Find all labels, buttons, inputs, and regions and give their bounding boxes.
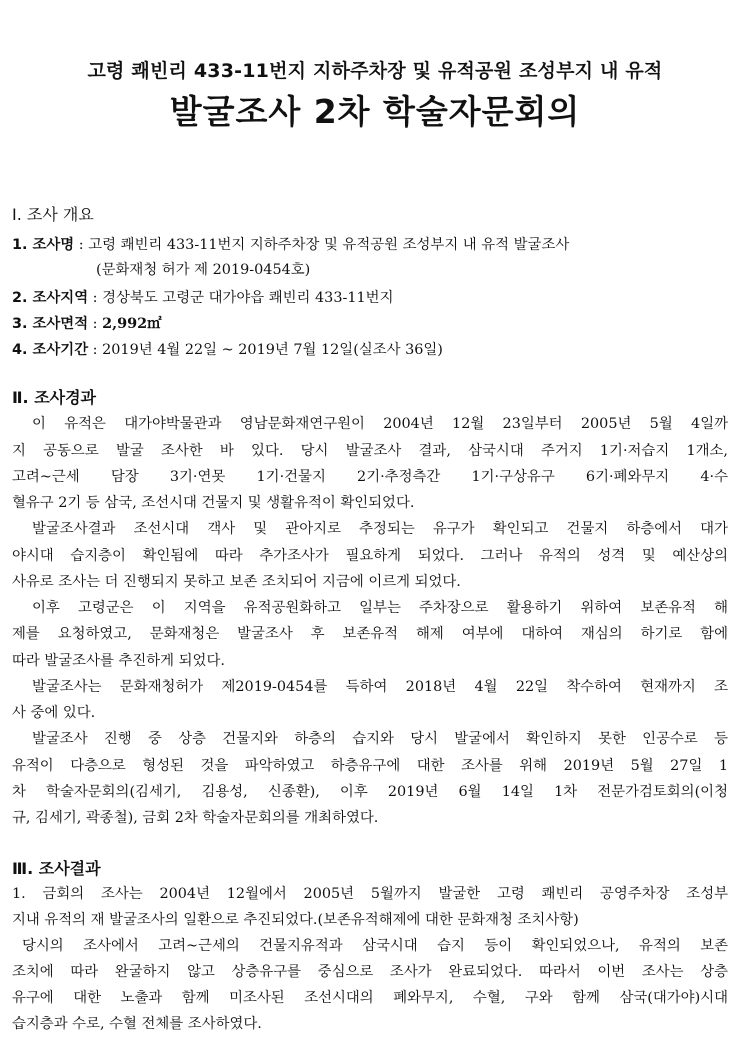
paragraph-line: 혈유구 2기 등 삼국, 조선시대 건물지 및 생활유적이 확인되었다. bbox=[12, 495, 415, 511]
paragraph-line: 유구에 대한 노출과 함께 미조사된 조선시대의 폐와무지, 수혈, 구와 함께 삼국(대가야)시대 bbox=[12, 990, 728, 1006]
item-value: 경상북도 고령군 대가야읍 쾌빈리 433-11번지 bbox=[102, 290, 394, 306]
item-value: 2019년 4월 22일 ~ 2019년 7월 12일(실조사 36일) bbox=[102, 342, 443, 358]
item-value: 2,992㎡ bbox=[102, 315, 162, 332]
paragraph-line: 당시의 조사에서 고려~근세의 건물지유적과 삼국시대 습지 등이 확인되었으나, 유적의 보존 bbox=[22, 938, 728, 954]
item-value-permit: (문화재청 허가 제 2019-0454호) bbox=[96, 262, 311, 278]
section-heading-overview: Ⅰ. 조사 개요 bbox=[12, 205, 94, 224]
item-value: 고령 쾌빈리 433-11번지 지하주차장 및 유적공원 조성부지 내 유적 발굴조사 bbox=[88, 237, 570, 253]
paragraph-line: 발굴조사는 문화재청허가 제2019-0454를 득하여 2018년 4월 22일 착수하여 현재까지 조 bbox=[32, 679, 728, 695]
paragraph-line: 1. 금회의 조사는 2004년 12월에서 2005년 5월까지 발굴한 고령 쾌빈리 공영주차장 조성부 bbox=[12, 886, 728, 902]
paragraph-line: 지내 유적의 재 발굴조사의 일환으로 추진되었다.(보존유적해제에 대한 문화재청 조치사항) bbox=[12, 912, 579, 928]
item-separator: : bbox=[74, 237, 89, 253]
item-separator: : bbox=[88, 342, 103, 358]
paragraph-line: 유적이 다층으로 형성된 것을 파악하였고 하층유구에 대한 조사를 위해 2019년 5월 27일 1 bbox=[12, 758, 728, 774]
item-label: 3. 조사면적 bbox=[12, 316, 89, 332]
document-subtitle: 고령 쾌빈리 433-11번지 지하주차장 및 유적공원 조성부지 내 유적 bbox=[87, 60, 663, 82]
paragraph-line: 이후 고령군은 이 지역을 유적공원화하고 일부는 주차장으로 활용하기 위하여 보존유적 해 bbox=[32, 600, 728, 616]
paragraph-line: 고려~근세 담장 3기·연못 1기·건물지 2기·추정측간 1기·구상유구 6기·폐와무지 4·수 bbox=[12, 469, 728, 485]
paragraph-line: 발굴조사 진행 중 상층 건물지와 하층의 습지와 당시 발굴에서 확인하지 못한 인공수로 등 bbox=[32, 731, 728, 747]
paragraph-line: 발굴조사결과 조선시대 객사 및 관아지로 추정되는 유구가 확인되고 건물지 하층에서 대가 bbox=[32, 521, 728, 537]
item-label: 2. 조사지역 bbox=[12, 290, 89, 306]
paragraph-line: 따라 발굴조사를 추진하게 되었다. bbox=[12, 653, 225, 669]
item-label: 1. 조사명 bbox=[12, 237, 75, 253]
overview-item-period bbox=[12, 338, 443, 359]
paragraph-line: 조치에 따라 완굴하지 않고 상층유구를 중심으로 조사가 완료되었다. 따라서 이번 조사는 상층 bbox=[12, 964, 728, 980]
item-separator: : bbox=[88, 316, 103, 332]
paragraph-line: 사유로 조사는 더 진행되지 못하고 보존 조치되어 지금에 이르게 되었다. bbox=[12, 574, 461, 590]
overview-item-area bbox=[12, 312, 162, 333]
paragraph-line: 규, 김세기, 곽종철), 금회 2차 학술자문회의를 개최하였다. bbox=[12, 810, 379, 826]
paragraph-line: 습지층과 수로, 수혈 전체를 조사하였다. bbox=[12, 1016, 262, 1032]
paragraph-line: 지 공동으로 발굴 조사한 바 있다. 당시 발굴조사 결과, 삼국시대 주거지 1기·저습지 1개소, bbox=[12, 443, 728, 459]
overview-item-permit bbox=[96, 258, 310, 279]
item-separator: : bbox=[88, 290, 103, 306]
document-title: 발굴조사 2차 학술자문회의 bbox=[169, 92, 581, 131]
overview-item-location bbox=[12, 286, 393, 307]
section-heading-results: Ⅲ. 조사결과 bbox=[12, 859, 101, 878]
paragraph-line: 이 유적은 대가야박물관과 영남문화재연구원이 2004년 12월 23일부터 2005년 5월 4일까 bbox=[32, 416, 728, 432]
paragraph-line: 사 중에 있다. bbox=[12, 705, 96, 721]
paragraph-line: 야시대 습지층이 확인됨에 따라 추가조사가 필요하게 되었다. 그러나 유적의 성격 및 예산상의 bbox=[12, 548, 728, 564]
item-label: 4. 조사기간 bbox=[12, 342, 89, 358]
overview-item-name bbox=[12, 233, 569, 254]
section-heading-progress: Ⅱ. 조사경과 bbox=[12, 388, 97, 407]
paragraph-line: 제를 요청하였고, 문화재청은 발굴조사 후 보존유적 해제 여부에 대하여 재심의 하기로 함에 bbox=[12, 626, 728, 642]
paragraph-line: 차 학술자문회의(김세기, 김용성, 신종환), 이후 2019년 6월 14일 1차 전문가검토회의(이청 bbox=[12, 784, 728, 800]
